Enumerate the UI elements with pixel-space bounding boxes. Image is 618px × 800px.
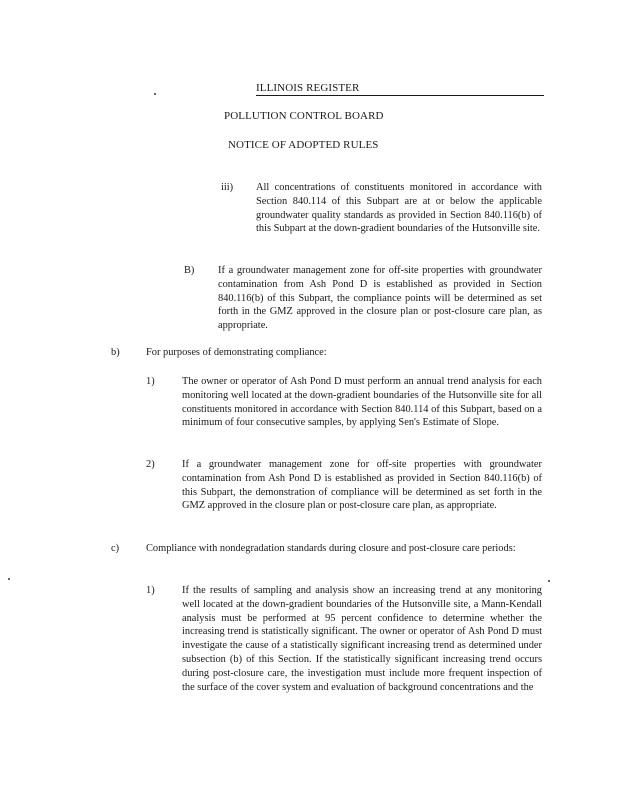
scan-speck bbox=[154, 93, 156, 95]
item-text-b2: If a groundwater management zone for off-site properties with groundwater contamination from Ash Pond D is established as provided in Section 840.116(b) of this Subpart, the demonstration of compliance will be determined as set forth in the GMZ approved in the closure plan or post-closure care plan, as appropriate. bbox=[182, 459, 542, 512]
item-text-c: Compliance with nondegradation standards during closure and post-closure care periods: bbox=[146, 543, 516, 554]
item-text-iii: All concentrations of constituents monitored in accordance with Section 840.114 of this Subpart are at or below the applicable groundwater quality standards as provided in Section 840.116(b) of this Subpart at the down-gradient boundaries of the Hutsonville site. bbox=[256, 182, 542, 235]
item-label-b2: 2) bbox=[146, 459, 155, 470]
item-label-B: B) bbox=[184, 265, 195, 276]
item-label-c: c) bbox=[111, 543, 120, 554]
register-title-underline bbox=[256, 95, 544, 96]
item-text-c1: If the results of sampling and analysis show an increasing trend at any monitoring well located at the down-gradient boundaries of the Hutsonville site, a Mann-Kendall analysis must be performed at 95 percent confidence to determine whether the increasing trend is statistically significant. The owner or operator of Ash Pond D must investigate the cause of a statistically significant increasing trend as determined under subsection (b) of this Section. If the statistically significant increasing trend occurs during post-closure care, the investigation must include more frequent inspection of the surface of the cover system and evaluation of background concentrations and the bbox=[182, 585, 542, 693]
item-label-b: b) bbox=[111, 347, 120, 358]
notice-title: NOTICE OF ADOPTED RULES bbox=[228, 139, 379, 151]
scan-speck bbox=[548, 580, 550, 582]
item-label-iii: iii) bbox=[221, 182, 234, 193]
item-label-b1: 1) bbox=[146, 376, 155, 387]
item-text-b: For purposes of demonstrating compliance: bbox=[146, 347, 327, 358]
scan-speck bbox=[8, 578, 10, 580]
item-label-c1: 1) bbox=[146, 585, 155, 596]
item-text-B: If a groundwater management zone for off-site properties with groundwater contamination from Ash Pond D is established as provided in Section 840.116(b) of this Subpart, the compliance points will be determined as set forth in the GMZ approved in the closure plan or post-closure care plan, as appropriate. bbox=[218, 265, 542, 332]
board-name: POLLUTION CONTROL BOARD bbox=[224, 110, 384, 122]
item-text-b1: The owner or operator of Ash Pond D must perform an annual trend analysis for each monitoring well located at the down-gradient boundaries of the Hutsonville site for all constituents monitored in accordance with Section 840.114 of this Subpart, based on a minimum of four consecutive samples, by applying Sen's Estimate of Slope. bbox=[182, 376, 542, 429]
register-title: ILLINOIS REGISTER bbox=[256, 82, 360, 94]
